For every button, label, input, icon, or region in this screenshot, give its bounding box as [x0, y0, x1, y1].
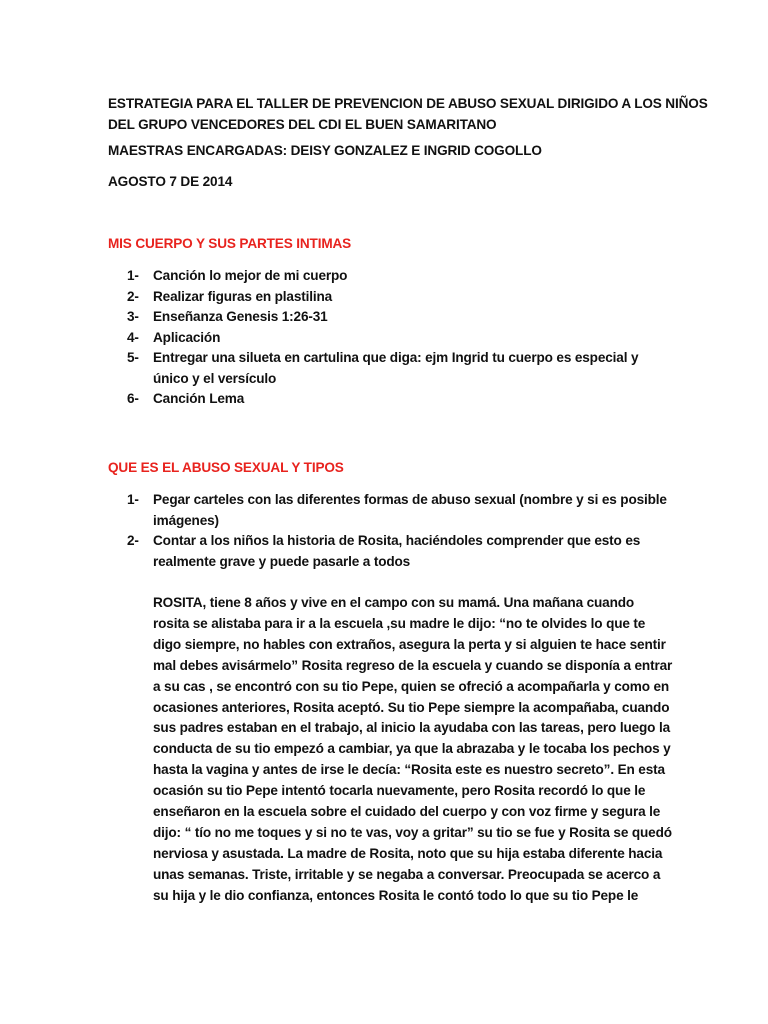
list-item-text: Enseñanza Genesis 1:26-31 — [153, 309, 328, 324]
section2-heading-text: QUE ES EL ABUSO SEXUAL Y TIPOS — [108, 460, 344, 475]
story-line: sus padres estaban en el trabajo, al inicio la ayudaba con las tareas, pero luego la — [153, 720, 670, 736]
teachers-text: MAESTRAS ENCARGADAS: DEISY GONZALEZ E INGRID COGOLLO — [108, 143, 542, 158]
rosita-story — [153, 593, 673, 907]
list-item — [108, 348, 688, 389]
list-item-text: Canción lo mejor de mi cuerpo — [153, 268, 348, 283]
story-line: enseñaron en la escuela sobre el cuidado del cuerpo y con voz firme y segura le — [153, 804, 661, 820]
list-item-text: Aplicación — [153, 329, 221, 345]
document-title — [108, 94, 708, 135]
story-line: conducta de su tio empezó a cambiar, ya que la abrazaba y le tocaba los pechos y — [153, 741, 671, 757]
story-line: hasta la vagina y antes de irse le decía: “Rosita este es nuestro secreto”. En esta — [153, 762, 665, 778]
story-line: nerviosa y asustada. La madre de Rosita, noto que su hija estaba diferente hacia — [153, 845, 663, 861]
list-item-text: Canción Lema — [153, 391, 245, 406]
title-line-1: ESTRATEGIA PARA EL TALLER DE PREVENCION DE ABUSO SEXUAL DIRIGIDO A LOS NIÑOS — [108, 96, 708, 111]
story-line: a su cas , se encontró con su tio Pepe, quien se ofreció a acompañarla y como en — [153, 678, 670, 694]
list-item — [108, 328, 688, 349]
story-line: ROSITA, tiene 8 años y vive en el campo con su mamá. Una mañana cuando — [153, 595, 635, 610]
list-item-text-continued: único y el versículo — [153, 370, 277, 386]
list-number: 5- — [127, 350, 139, 365]
list-item-text: Pegar carteles con las diferentes formas de abuso sexual (nombre y si es posible — [153, 492, 667, 507]
list-item-text-continued: realmente grave y puede pasarle a todos — [153, 553, 411, 569]
story-line: ocasiones anteriores, Rosita aceptó. Su tio Pepe siempre la acompañaba, cuando — [153, 699, 670, 715]
title-line-2: DEL GRUPO VENCEDORES DEL CDI EL BUEN SAMARITANO — [108, 116, 497, 132]
section2-list — [108, 490, 688, 572]
list-number: 1- — [127, 268, 139, 283]
list-item — [108, 287, 688, 308]
list-number: 4- — [127, 329, 139, 345]
list-item-text-continued: imágenes) — [153, 512, 219, 528]
list-number: 6- — [127, 391, 139, 406]
date-text: AGOSTO 7 DE 2014 — [108, 174, 233, 189]
date-line — [108, 174, 688, 189]
list-item — [108, 490, 688, 531]
section1-list — [108, 266, 688, 410]
list-item — [108, 389, 688, 410]
list-number: 3- — [127, 309, 139, 324]
story-line: mal debes avisármelo” Rosita regreso de la escuela y cuando se disponía a entrar — [153, 657, 673, 673]
teachers-line — [108, 143, 688, 158]
section2-heading — [108, 460, 688, 475]
section1-heading — [108, 236, 688, 251]
story-line: dijo: “ tío no me toques y si no te vas, voy a gritar” su tio se fue y Rosita se quedó — [153, 824, 672, 840]
section1-heading-text: MIS CUERPO Y SUS PARTES INTIMAS — [108, 236, 352, 251]
list-number: 2- — [127, 533, 139, 548]
story-line: rosita se alistaba para ir a la escuela ,su madre le dijo: “no te olvides lo que te — [153, 615, 646, 631]
list-number: 1- — [127, 492, 139, 507]
list-item — [108, 266, 688, 287]
list-item-text: Entregar una silueta en cartulina que diga: ejm Ingrid tu cuerpo es especial y — [153, 350, 639, 365]
story-line: unas semanas. Triste, irritable y se negaba a conversar. Preocupada se acerco a — [153, 866, 661, 882]
story-line: ocasión su tio Pepe intentó tocarla nuevamente, pero Rosita recordó lo que le — [153, 783, 646, 799]
list-item — [108, 307, 688, 328]
list-number: 2- — [127, 288, 139, 304]
story-line: su hija y le dio confianza, entonces Rosita le contó todo lo que su tio Pepe le — [153, 887, 639, 903]
story-line: digo siempre, no hables con extraños, asegura la perta y si alguien te hace sentir — [153, 636, 666, 652]
list-item — [108, 531, 688, 572]
list-item-text: Contar a los niños la historia de Rosita, haciéndoles comprender que esto es — [153, 533, 641, 548]
list-item-text: Realizar figuras en plastilina — [153, 288, 333, 304]
